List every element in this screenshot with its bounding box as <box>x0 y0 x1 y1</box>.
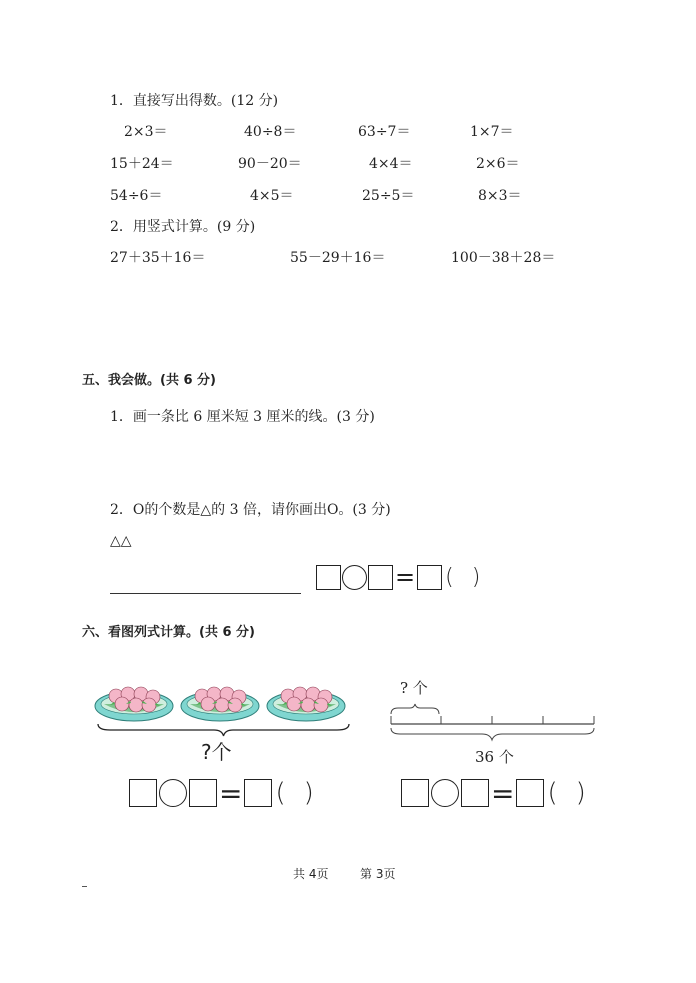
oral-item: 4×5＝ <box>250 188 294 204</box>
oral-item: 54÷6＝ <box>110 188 163 204</box>
left-paren: ( <box>547 778 558 808</box>
equals-sign: = <box>491 776 515 810</box>
sec5-q1-text: 1．画一条比 6 厘米短 3 厘米的线。(3 分) <box>110 409 375 425</box>
operator-circle[interactable] <box>431 779 459 807</box>
answer-box[interactable] <box>368 565 393 590</box>
section5-heading: 五、我会做。(共 6 分) <box>82 373 216 388</box>
oral-item: 1×7＝ <box>470 124 514 140</box>
oral-item: 63÷7＝ <box>358 124 411 140</box>
answer-box[interactable] <box>516 779 544 807</box>
q2-title: 2．用竖式计算。(9 分) <box>110 219 256 235</box>
answer-box[interactable] <box>189 779 217 807</box>
answer-box[interactable] <box>461 779 489 807</box>
equation-frame <box>129 778 314 808</box>
operator-circle[interactable] <box>159 779 187 807</box>
oral-item: 90－20＝ <box>238 156 302 172</box>
left-quantity-label: ?个 <box>201 740 232 764</box>
left-paren: ( <box>445 564 454 590</box>
equals-sign: = <box>219 776 243 810</box>
answer-box[interactable] <box>417 565 442 590</box>
page-number: 第 3页 <box>360 867 396 881</box>
right-top-label: ? 个 <box>400 679 428 697</box>
oral-item: 25÷5＝ <box>362 188 415 204</box>
answer-box[interactable] <box>129 779 157 807</box>
operator-circle[interactable] <box>342 565 367 590</box>
equation-frame <box>401 778 586 808</box>
oral-item: 4×4＝ <box>369 156 413 172</box>
left-paren: ( <box>275 778 286 808</box>
sec5-q2-text: 2．O的个数是△的 3 倍，请你画出O。(3 分) <box>110 502 391 518</box>
corner-mark <box>82 886 87 887</box>
right-paren: ) <box>471 564 481 590</box>
answer-box[interactable] <box>244 779 272 807</box>
answer-box[interactable] <box>401 779 429 807</box>
oral-item: 8×3＝ <box>478 188 522 204</box>
q1-title: 1．直接写出得数。(12 分) <box>110 93 279 109</box>
equals-sign: = <box>395 563 416 591</box>
oral-item: 2×3＝ <box>124 124 168 140</box>
vertical-item: 100－38＋28＝ <box>451 250 556 266</box>
right-paren: ) <box>303 778 314 808</box>
right-paren: ) <box>575 778 586 808</box>
oral-item: 15＋24＝ <box>110 156 174 172</box>
answer-box[interactable] <box>316 565 341 590</box>
oral-item: 40÷8＝ <box>244 124 297 140</box>
answer-line <box>110 593 301 594</box>
vertical-item: 55－29＋16＝ <box>290 250 386 266</box>
vertical-item: 27＋35＋16＝ <box>110 250 206 266</box>
equation-frame <box>316 562 480 592</box>
segment-diagram <box>386 696 600 742</box>
right-bottom-label: 36 个 <box>475 748 514 766</box>
section6-heading: 六、看图列式计算。(共 6 分) <box>82 625 255 640</box>
page-total: 共 4页 <box>293 867 329 881</box>
oral-item: 2×6＝ <box>476 156 520 172</box>
triangles: △△ <box>110 533 132 549</box>
